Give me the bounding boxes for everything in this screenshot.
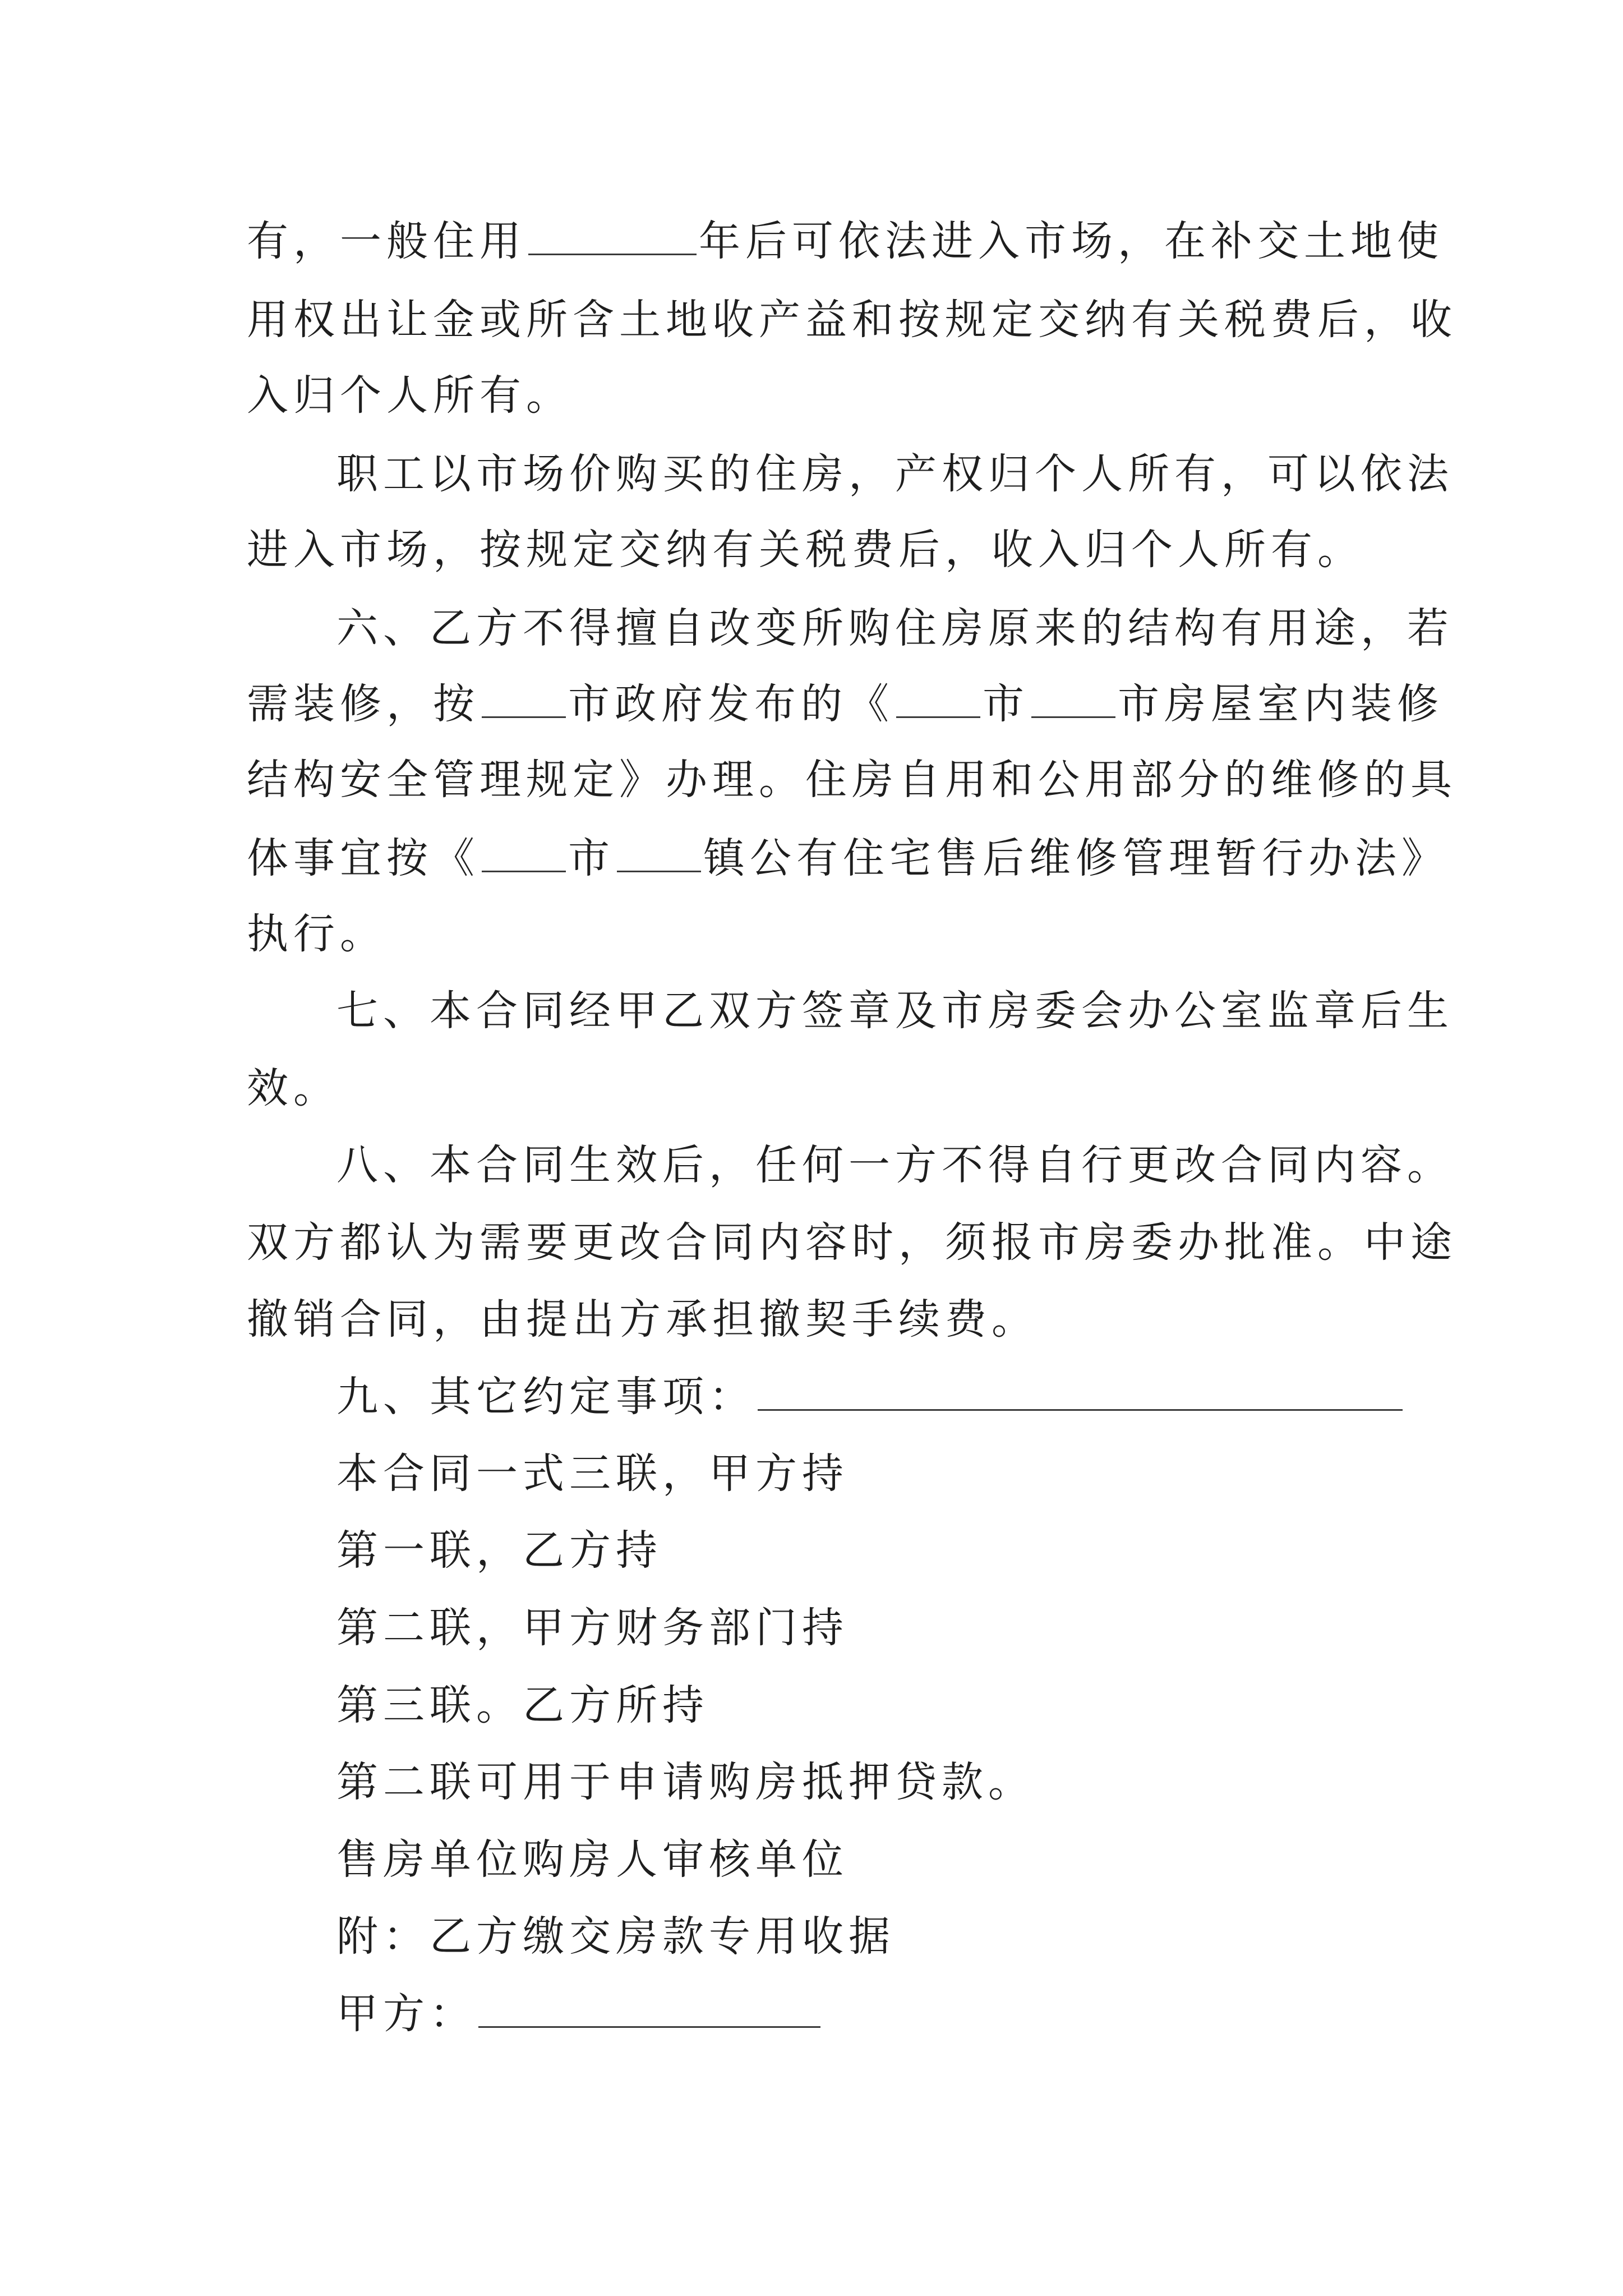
text-segment: 市 — [568, 834, 615, 882]
text-line-5: 进入市场，按规定交纳有关税费后，收入归个人所有。 — [247, 526, 1364, 574]
blank-field-city[interactable] — [482, 682, 566, 718]
text-line-7 — [247, 676, 1444, 732]
text-line-3: 入归个人所有。 — [247, 371, 573, 420]
text-line-2: 用权出让金或所含土地收产益和按规定交纳有关税费后，收 — [247, 296, 1457, 344]
text-line-19: 第二联，甲方财务部门持 — [336, 1604, 849, 1652]
text-line-4: 职工以市场价购买的住房，产权归个人所有，可以依法 — [336, 450, 1454, 498]
blank-field-city[interactable] — [896, 682, 980, 718]
text-line-23: 附：乙方缴交房款专用收据 — [336, 1912, 895, 1961]
text-line-22: 售房单位购房人审核单位 — [336, 1835, 849, 1884]
text-line-13: 八、本合同生效后，任何一方不得自行更改合同内容。 — [336, 1141, 1454, 1189]
text-line-17: 本合同一式三联，甲方持 — [336, 1450, 849, 1498]
text-segment: 市 — [983, 680, 1029, 728]
blank-field-other-terms[interactable] — [758, 1374, 1403, 1411]
blank-field-city[interactable] — [482, 836, 566, 872]
text-line-10: 执行。 — [247, 910, 386, 958]
text-segment: 年后可依法进入市场，在补交土地使 — [699, 217, 1444, 265]
text-segment: 镇公有住宅售后维修管理暂行办法》 — [703, 834, 1448, 882]
text-segment: 有，一般住用 — [247, 217, 526, 265]
text-segment: 体事宜按《 — [247, 834, 479, 882]
blank-field-years[interactable] — [528, 219, 697, 255]
text-segment: 九、其它约定事项： — [336, 1373, 755, 1421]
text-line-14: 双方都认为需要更改合同内容时，须报市房委办批准。中途 — [247, 1218, 1457, 1267]
blank-field-town[interactable] — [617, 836, 701, 872]
text-line-15: 撤销合同，由提出方承担撤契手续费。 — [247, 1295, 1038, 1343]
text-line-8: 结构安全管理规定》办理。住房自用和公用部分的维修的具 — [247, 756, 1457, 804]
text-segment: 甲方： — [336, 1990, 476, 2038]
text-line-16 — [336, 1369, 1405, 1425]
text-line-24 — [336, 1986, 823, 2042]
blank-field-city[interactable] — [1031, 682, 1115, 718]
text-line-1 — [247, 213, 1444, 269]
text-line-9 — [247, 830, 1448, 886]
text-line-12: 效。 — [247, 1064, 340, 1112]
text-segment: 市政府发布的《 — [568, 680, 894, 728]
text-line-20: 第三联。乙方所持 — [336, 1681, 709, 1729]
text-line-21: 第二联可用于申请购房抵押贷款。 — [336, 1758, 1035, 1806]
text-line-6: 六、乙方不得擅自改变所购住房原来的结构有用途，若 — [336, 604, 1454, 652]
text-line-11: 七、本合同经甲乙双方签章及市房委会办公室监章后生 — [336, 987, 1454, 1035]
text-line-18: 第一联，乙方持 — [336, 1526, 662, 1575]
text-segment: 需装修，按 — [247, 680, 479, 728]
text-segment: 市房屋室内装修 — [1118, 680, 1444, 728]
blank-field-party-a[interactable] — [478, 1991, 820, 2028]
